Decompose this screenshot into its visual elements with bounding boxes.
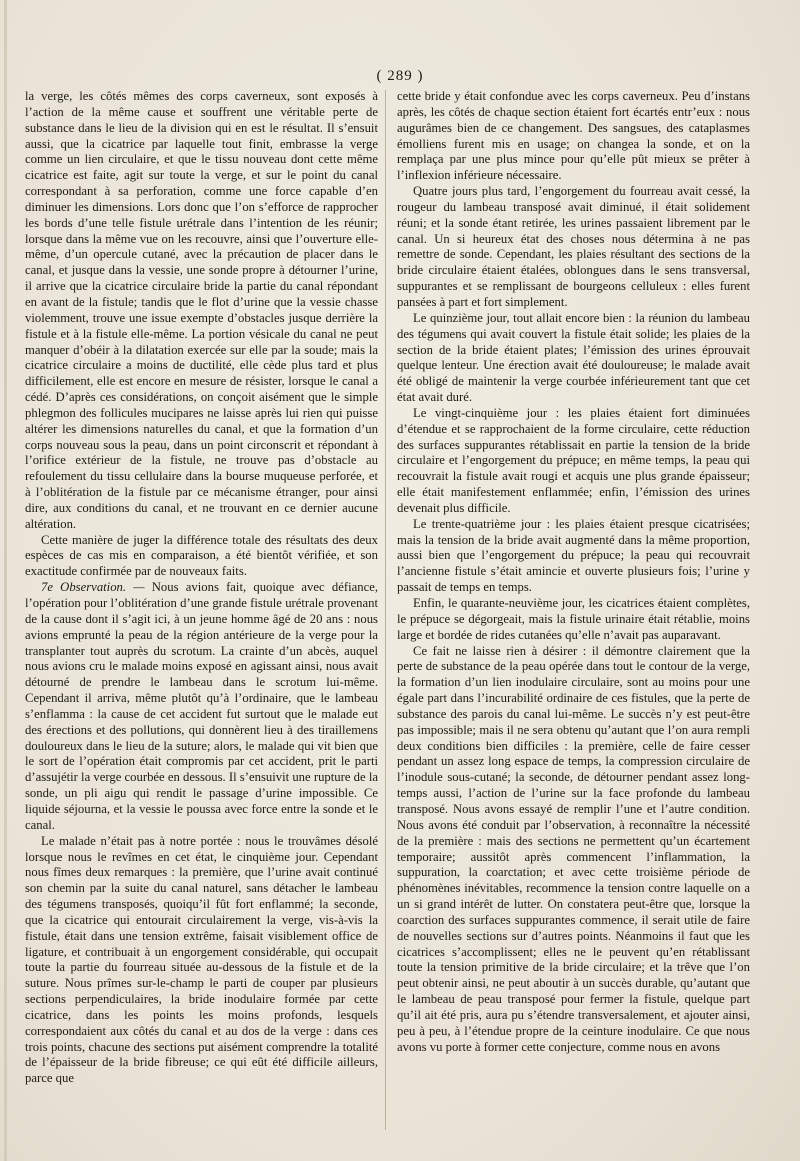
- right-column: [397, 89, 750, 1055]
- right-paragraph-7: Ce fait ne laisse rien à désirer : il démontre clairement que la perte de substance de la peau opérée dans tout le contour de la verge, la formation d’un lien inodulaire circulaire, sont au moins pour une égale part dans l’incurabilité ordinaire de ces fistules, que la perte de substance des parois du canal lui-même. Le succès n’y est peut-être pas impossible; mais il ne sera obtenu qu’autant que l’on aura rempli deux conditions bien difficiles : la première, celle de faire cesser pendant un assez long espace de temps, la compression circulaire de l’inodule sous-cutané; la seconde, de détourner pendant assez long-temps aussi, l’action de l’urine sur la face profonde du lambeau transposé. Nous avons essayé de remplir l’une et l’autre condition. Nous avons été conduit par l’observation, à reconnaître la nécessité de la première : mais des sections ne permettent qu’un écartement temporaire; aussitôt après commencent l’inflammation, la suppuration, la coarctation; et avec cette troisième période de phénomènes inévitables, recommence la tension contre laquelle on a un si grand intérêt de lutter. On constatera peut-être que, lorsque la coarction des surfaces suppurantes commence, il serait utile de faire de nouvelles sections sur d’autres points. Néanmoins il faut que les cicatrices s’accomplissent; elles ne le peuvent qu’en rétablissant toute la tension primitive de la bride circulaire; et la trêve que l’on peut obtenir ainsi, ne peut aboutir à un succès durable, qu’autant que le lambeau de peau transposé pour fermer la fistule, quelque part qu’il ait été pris, aura pu s’étendre transversalement, et ajouter ainsi, peu à peu, à l’étendue propre de la ceinture inodulaire. Ce que nous avons vu porte à former cette conjecture, comme nous en avons: [397, 643, 750, 1054]
- left-paragraph-2: Cette manière de juger la différence totale des résultats des deux espèces de cas mis en comparaison, a été bientôt vérifiée, et son exactitude confirmée par de nouveaux faits.: [25, 532, 378, 579]
- right-paragraph-6: Enfin, le quarante-neuvième jour, les cicatrices étaient complètes, le prépuce se dégorgeait, mais la fistule urinaire était rétablie, moins large et bordée de rides cutanées qu’elle n’avait pas auparavant.: [397, 596, 750, 642]
- left-paragraph-1: la verge, les côtés mêmes des corps caverneux, sont exposés à l’action de la même cause et souffrent une véritable perte de substance dans le lieu de la division qui en est le résultat. Il s’ensuit aussi, que la cicatrice par laquelle tout finit, embrasse la verge comme un lien circulaire, et que le tissu nouveau dont cette même cicatrice est faite, agit sur toute la verge, et sur le point du canal correspondant à sa perforation, comme une force capable d’en diminuer les dimensions. Lors donc que l’on s’efforce de rapprocher les bords d’une telle fistule urétrale dans l’intention de les réunir; lorsque dans la même vue on les recouvre, ainsi que l’ouverture elle-même, d’un opercule cutané, avec la précaution de placer dans le canal, et jusque dans la vessie, une sonde propre à détourner l’urine, il arrive que la cicatrice circulaire bride la partie du canal répondant en avant de la fistule; tandis que le flot d’urine que la vessie chasse violemment, trouve une issue exempte d’obstacles jusque derrière la fistule et à la fistule elle-même. La portion vésicale du canal ne peut manquer d’obéir à la dilatation exercée sur elle par la soude; mais la cicatrice circulaire a moins de ductilité, elle cède plus tard et plus difficilement, elle est encore en mesure de résister, lorsque le canal a cédé. D’après ces considérations, on conçoit aisément que le simple phlegmon des follicules mucipares ne laisse après lui rien qui puisse altérer les dimensions naturelles du canal, et que la formation d’un corps nouveau sous la peau, dans un point circonscrit et répondant à l’orifice extérieur de la fistule, ne trouve pas d’obstacle au refoulement du tissu cellulaire dans la bourse muqueuse perforée, et à l’oblitération de la fistule par ce mécanisme étranger, pour ainsi dire, aux conditions du canal, et ne trouvant en ce dernier aucune altération.: [25, 89, 378, 531]
- observation-label: 7e Observation. —: [41, 580, 145, 595]
- right-paragraph-3: Le quinzième jour, tout allait encore bien : la réunion du lambeau des tégumens qui avait couvert la fistule était solide; les plaies de la section de la bride étaient plates; l’émission des urines éprouvait quelque lenteur. Une érection avait été douloureuse; le malade avait été obligé de maintenir la verge courbée inférieurement tant que cet état avait duré.: [397, 310, 750, 405]
- right-paragraph-5: Le trente-quatrième jour : les plaies étaient presque cicatrisées; mais la tension de la bride avait augmenté dans la même proportion, aussi bien que l’engorgement du prépuce; la peau qui recouvrait l’ancienne fistule s’était amincie et ouverte plusieurs fois; l’urine y passait de temps en temps.: [397, 516, 750, 595]
- right-paragraph-1: cette bride y était confondue avec les corps caverneux. Peu d’instans après, les côtés de chaque section étaient fort écartés entr’eux : nous augurâmes bien de ce changement. Des sangsues, des cataplasmes émolliens furent mis en usage; on changea la sonde, et on la remplaça par une plus mince pour qu’elle pût mieux se prêter à l’inflexion inférieure nécessaire.: [397, 89, 750, 183]
- page-number: ( 289 ): [376, 68, 424, 84]
- right-paragraph-2: Quatre jours plus tard, l’engorgement du fourreau avait cessé, la rougeur du lambeau transposé avait diminué, il était solidement réuni; et la sonde étant retirée, les urines passaient librement par le canal. Un si heureux état des choses nous détermina à ne pas remettre de sonde. Cependant, les plaies résultant des sections de la bride circulaire étaient étalées, oblongues dans le sens transversal, suppurantes et se remplissant de bourgeons celluleux : elles furent pansées à part et fort simplement.: [397, 184, 750, 309]
- left-paragraph-4: Le malade n’était pas à notre portée : nous le trouvâmes désolé lorsque nous le revîmes en cet état, le cinquième jour. Cependant nous fîmes deux remarques : la première, que l’urine avait continué son chemin par la suite du canal naturel, sans détacher le lambeau des tégumens transposés, quoiqu’il fût fort enflammé; la seconde, que la cicatrice qui entourait circulairement la verge, vis-à-vis la fistule, était dans une tension extrême, faisait visiblement office de ligature, et contribuait à un engorgement considérable, qui occupait toute la partie du fourreau située au-dessous de la fistule et de la suture. Nous prîmes sur-le-champ le parti de couper par plusieurs sections perpendiculaires, la bride inodulaire formée par cette cicatrice, dans les points les moins profonds, lesquels correspondaient aux côtés du canal et au dos de la verge : dans ces trois points, chacune des sections put aisément comprendre la totalité de l’épaisseur de la bride fibreuse; ce qui eût été difficile ailleurs, parce que: [25, 833, 378, 1086]
- observation-text: Nous avions fait, quoique avec défiance, l’opération pour l’oblitération d’une grande fistule urétrale provenant de la cause dont il s’agit ici, à un jeune homme âgé de 20 ans : nous avions emprunté la peau de la région antérieure de la verge pour la transplanter tout auprès du scrotum. La crainte d’un abcès, auquel nous avions cru le malade moins exposé en agissant ainsi, nous avait détourné de prendre le lambeau dans le scrotum lui-même. Cependant il arriva, même plutôt qu’à l’ordinaire, que le lambeau s’enflamma : la cause de cet accident fut surtout que le malade eut des érections et des pollutions, qui donnèrent lieu à des tiraillemens douloureux dans le lieu de la suture; alors, le malade qui vit bien que le sort de l’opération était compromis par cet accident, prit le parti d’assujétir la verge courbée en dessous. Il s’ensuivit une rupture de la sonde, un pli aigu qui rendit le passage d’urine impossible. Ce liquide séjourna, et la vessie le poussa avec force entre la sonde et le canal.: [25, 580, 378, 832]
- page-edge: [4, 0, 7, 1161]
- right-paragraph-4: Le vingt-cinquième jour : les plaies étaient fort diminuées d’étendue et se rapprochaient de la forme circulaire, cette réduction des surfaces suppurantes rétablissait en partie la tension de la bride circulaire et l’engorgement du prépuce; en même temps, la peau qui recouvrait la fistule avait rougi et acquis une plus grande épaisseur; elle était manifestement enflammée; enfin, l’émission des urines devenait plus difficile.: [397, 405, 750, 515]
- left-column: [25, 89, 378, 1087]
- column-divider: [385, 90, 386, 1130]
- observation-paragraph: [25, 580, 378, 834]
